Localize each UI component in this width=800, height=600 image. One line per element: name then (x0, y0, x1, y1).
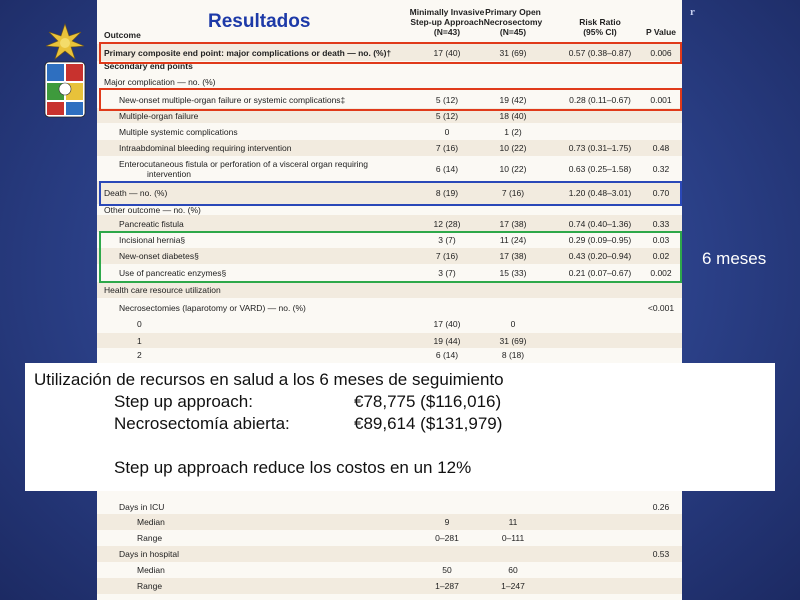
risk-ratio-value: 1.20 (0.48–3.01) (568, 187, 632, 198)
p-value: <0.001 (647, 302, 675, 313)
table-row (97, 282, 682, 298)
step-up-label: Step up approach: (114, 392, 253, 411)
resource-utilization-box (25, 363, 775, 491)
open-label: Necrosectomía abierta: (114, 414, 290, 433)
row-label: Intraabdominal bleeding requiring intervention (119, 143, 292, 153)
table-row (97, 299, 682, 316)
step-up-value: 7 (16) (435, 251, 459, 261)
open-value: 11 (24) (499, 234, 527, 245)
slide-title: Resultados (208, 11, 311, 32)
row-label: Use of pancreatic enzymes§ (119, 268, 227, 278)
p-value: 0.02 (652, 251, 670, 261)
open-value: 0–111 (501, 533, 525, 543)
row-label: Multiple systemic complications (119, 126, 238, 137)
row-label: Incisional hernia§ (119, 234, 186, 245)
row-label: Primary composite end point: major complications or death — no. (%)† (104, 47, 392, 58)
step-up-value: 7 (16) (435, 143, 459, 153)
open-value: 1–247 (501, 581, 525, 591)
p-value: 0.26 (652, 501, 670, 512)
row-label: New-onset multiple-organ failure or systemic complications‡ (119, 95, 346, 105)
risk-ratio-value: 0.63 (0.25–1.58) (568, 163, 632, 174)
step-up-value: 5 (12) (435, 95, 459, 105)
p-value: 0.48 (652, 143, 670, 153)
overlay-heading: Utilización de recursos en salud a los 6 meses de seguimiento (34, 370, 504, 389)
row-label: Major complication — no. (%) (104, 77, 216, 87)
step-up-value: 5 (12) (435, 110, 459, 121)
row-label: New-onset diabetes§ (119, 251, 199, 261)
p-value: 0.32 (652, 163, 670, 174)
table-row (97, 562, 682, 578)
open-value: 17 (38) (499, 218, 527, 229)
header-open-necrosectomy: Primary Open Necrosectomy (N=45) (483, 7, 543, 37)
open-value: 10 (22) (499, 143, 527, 153)
university-crest-logo (40, 22, 90, 124)
step-up-value: 50 (442, 565, 452, 575)
step-up-value: 17 (40) (433, 47, 461, 58)
row-label: Health care resource utilization (104, 285, 221, 295)
table-row (97, 546, 682, 562)
open-value: 7 (16) (501, 187, 525, 198)
highlight-death (99, 181, 682, 206)
step-up-value: 0–281 (435, 533, 459, 543)
step-up-value: 6 (14) (435, 163, 459, 174)
open-value: 0 (510, 319, 516, 329)
risk-ratio-value: 0.73 (0.31–1.75) (568, 143, 632, 153)
open-value: 8 (18) (501, 350, 525, 360)
row-label: Secondary end points (104, 60, 193, 71)
open-value: 19 (42) (499, 95, 527, 105)
table-row (97, 499, 682, 514)
p-value: 0.002 (650, 268, 672, 278)
risk-ratio-value: 0.57 (0.38–0.87) (568, 47, 632, 58)
table-row (97, 514, 682, 530)
highlight-primary-endpoint (99, 42, 682, 64)
open-cost: €89,614 ($131,979) (354, 414, 503, 433)
step-up-value: 9 (444, 517, 450, 527)
row-label: Median (137, 517, 165, 527)
table-row (97, 215, 682, 232)
row-label: Days in hospital (119, 549, 180, 559)
step-up-value: 19 (44) (433, 335, 461, 346)
risk-ratio-value: 0.21 (0.07–0.67) (568, 268, 632, 278)
open-value: 60 (508, 565, 518, 575)
row-label: Range (137, 581, 163, 591)
risk-ratio-value: 0.28 (0.11–0.67) (569, 95, 631, 105)
step-up-cost: €78,775 ($116,016) (354, 392, 502, 411)
open-value: 31 (69) (499, 47, 527, 58)
table-row (97, 140, 682, 156)
p-value: 0.70 (652, 187, 670, 198)
p-value: 0.006 (650, 47, 672, 58)
table-row (97, 530, 682, 546)
shield-icon (45, 62, 85, 117)
step-up-value: 3 (7) (438, 268, 456, 278)
table-row (97, 156, 682, 181)
corner-mark: r (690, 6, 695, 18)
p-value: 0.33 (652, 218, 670, 229)
risk-ratio-value: 0.74 (0.40–1.36) (568, 218, 632, 229)
table-row (97, 333, 682, 348)
step-up-value: 17 (40) (433, 319, 461, 329)
highlight-organ-failure (99, 88, 682, 111)
row-label: Death — no. (%) (104, 187, 168, 198)
header-p-value: P Value (645, 27, 677, 37)
table-row (97, 316, 682, 332)
overlay-step-up-row (34, 391, 766, 413)
table-header (97, 0, 682, 45)
step-up-value: 1–287 (435, 581, 459, 591)
row-label-continued: intervention (147, 169, 191, 179)
open-value: 31 (69) (499, 335, 527, 346)
table-row (97, 124, 682, 139)
open-value: 15 (33) (499, 268, 527, 278)
header-risk-ratio: Risk Ratio (95% CI) (579, 17, 621, 37)
row-label: Necrosectomies (laparotomy or VARD) — no. (%) (119, 302, 306, 313)
header-step-up: Minimally Invasive Step-up Approach (N=43) (409, 7, 485, 37)
table-row (97, 348, 682, 362)
open-value: 11 (508, 517, 518, 527)
highlight-other-outcomes (99, 231, 682, 283)
row-label: Median (137, 565, 165, 575)
open-value: 1 (2) (504, 126, 522, 137)
row-label: Other outcome — no. (%) (104, 204, 201, 215)
star-icon (46, 24, 84, 59)
row-label: Range (137, 533, 163, 543)
row-label: 1 (137, 335, 142, 346)
step-up-value: 6 (14) (435, 350, 459, 360)
row-label: Multiple-organ failure (119, 110, 199, 121)
step-up-value: 8 (19) (435, 187, 459, 198)
open-value: 10 (22) (499, 163, 527, 174)
side-note-6-meses: 6 meses (702, 249, 767, 268)
risk-ratio-value: 0.43 (0.20–0.94) (568, 251, 632, 261)
overlay-conclusion: Step up approach reduce los costos en un 12% (114, 458, 472, 477)
row-label: Pancreatic fistula (119, 218, 184, 229)
table-row (97, 75, 682, 89)
row-label: 2 (137, 350, 142, 360)
p-value: 0.53 (652, 549, 670, 559)
table-row (97, 578, 682, 594)
step-up-value: 3 (7) (438, 234, 456, 245)
step-up-value: 0 (444, 126, 450, 137)
row-label: Enterocutaneous fistula or perforation of a visceral organ requiring (119, 159, 369, 169)
header-outcome: Outcome (104, 30, 141, 40)
row-label: Days in ICU (119, 501, 165, 512)
p-value: 0.03 (652, 234, 670, 245)
overlay-open-row (34, 413, 766, 435)
step-up-value: 12 (28) (433, 218, 461, 229)
risk-ratio-value: 0.29 (0.09–0.95) (568, 234, 632, 245)
row-label: 0 (137, 319, 142, 329)
open-value: 17 (38) (499, 251, 527, 261)
open-value: 18 (40) (499, 110, 527, 121)
p-value: 0.001 (650, 95, 672, 105)
